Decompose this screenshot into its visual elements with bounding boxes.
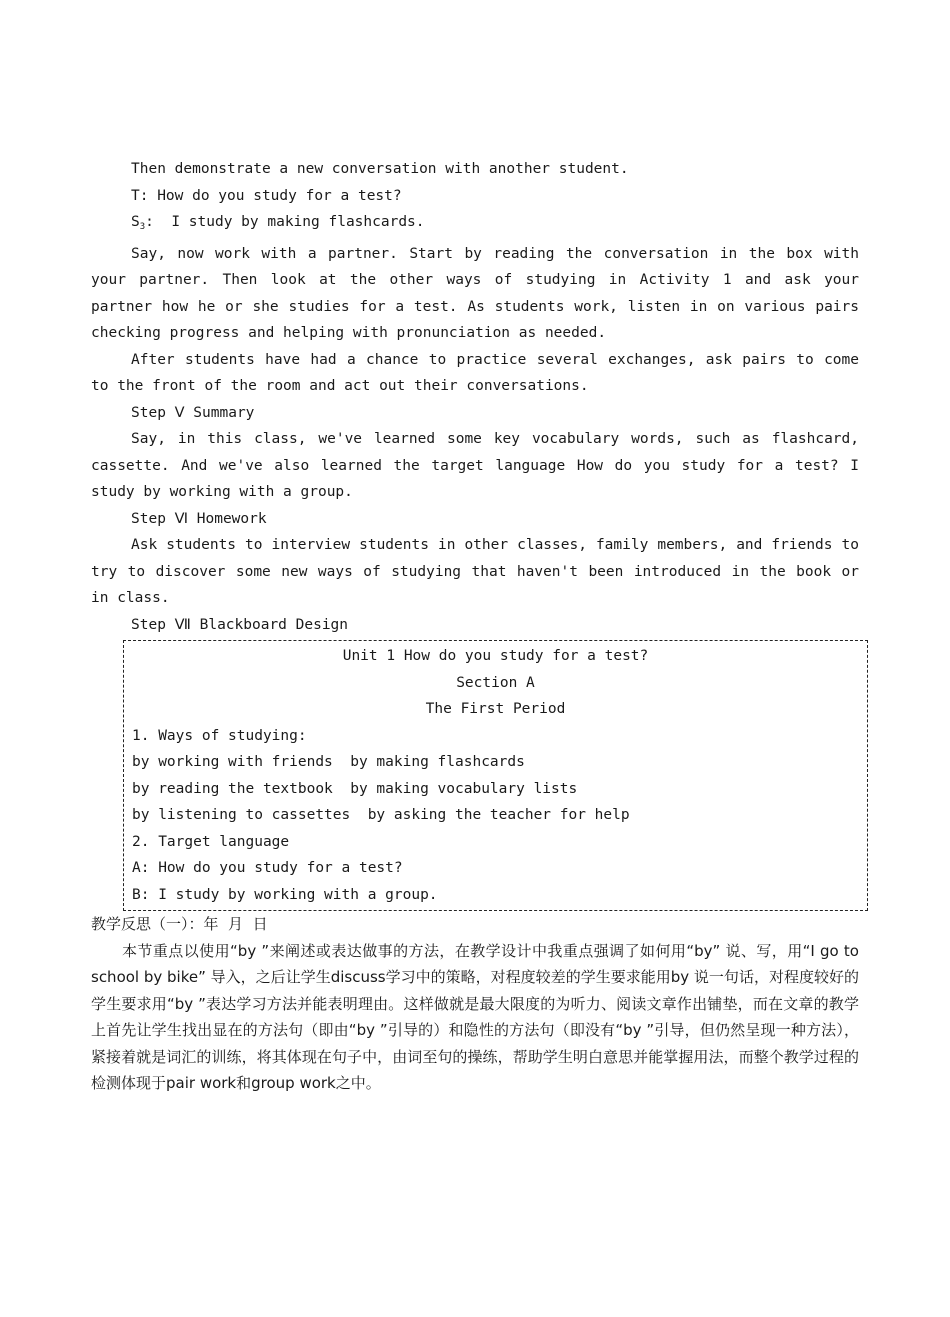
step7-heading: Step Ⅶ Blackboard Design (131, 616, 349, 633)
blackboard-period: The First Period (425, 701, 566, 717)
act-out-paragraph: After students have had a chance to practice several exchanges, ask pairs to come to the front of the room and act out their conversations. (91, 351, 868, 394)
ways-heading: 1. Ways of studying: (132, 727, 307, 744)
step6-heading: Step Ⅵ Homework (131, 510, 267, 527)
student-reply: : I study by making flashcards. (145, 214, 425, 230)
dialog-a-line: A: How do you study for a test? (132, 860, 403, 876)
document-page (91, 156, 868, 1097)
step5-heading: Step Ⅴ Summary (131, 404, 255, 421)
blackboard-title: Unit 1 How do you study for a test? (342, 648, 649, 664)
target-language-heading: 2. Target language (132, 833, 290, 850)
reflection-section (91, 911, 859, 1097)
ways-line: by reading the textbook by making vocabulary lists (132, 780, 578, 797)
pair-work-paragraph: Say, now work with a partner. Start by reading the conversation in the box with your partner. Then look at the other ways of studying in Activity 1 and ask your partner how he or she studies for a test. As students work, listen in on various pairs checking progress and helping with pronunciation as needed. (91, 245, 868, 341)
student-label: S (131, 214, 140, 230)
reflection-paragraph: 本节重点以使用“by ”来阐述或表达做事的方法，在教学设计中我重点强调了如何用“by” 说、写，用“I go to school by bike” 导入，之后让学生discuss学习中的策略，对程度较差的学生要求能用by 说一句话，对程度较好的学生要求用“by ”表达学习方法并能表明理由。这样做就是最大限度的为听力、阅读文章作出铺垫，而在文章的教学上首先让学生找出显在的方法句（即由“by ”引导的）和隐性的方法句（即没有“by ”引导，但仍然呈现一种方法），紧接着就是词汇的训练，将其体现在句子中，由词至句的操练，帮助学生明白意思并能掌握用法，而整个教学过程的检测体现于pair work和group work之中。 (91, 941, 859, 1092)
dialog-b-line: B: I study by working with a group. (132, 886, 438, 903)
step6-paragraph: Ask students to interview students in other classes, family members, and friends to try to discover some new ways of studying that haven't been introduced in the book or in class. (91, 537, 868, 606)
lesson-section (91, 156, 868, 911)
ways-line: by listening to cassettes by asking the teacher for help (132, 807, 630, 823)
reflection-heading: 教学反思（一）：年 月 日 (91, 915, 268, 933)
intro-line: Then demonstrate a new conversation with another student. (131, 161, 629, 177)
dialog-student-line (91, 209, 859, 241)
blackboard-design-box (123, 640, 868, 911)
step5-paragraph: Say, in this class, we've learned some key vocabulary words, such as flashcard, cassette. And we've also learned the target language How do you study for a test? I study by working with a group. (91, 431, 868, 500)
dialog-teacher-line: T: How do you study for a test? (131, 187, 402, 204)
ways-line: by working with friends by making flashcards (132, 754, 525, 770)
student-subscript: 3 (139, 222, 146, 232)
blackboard-section: Section A (456, 674, 535, 691)
